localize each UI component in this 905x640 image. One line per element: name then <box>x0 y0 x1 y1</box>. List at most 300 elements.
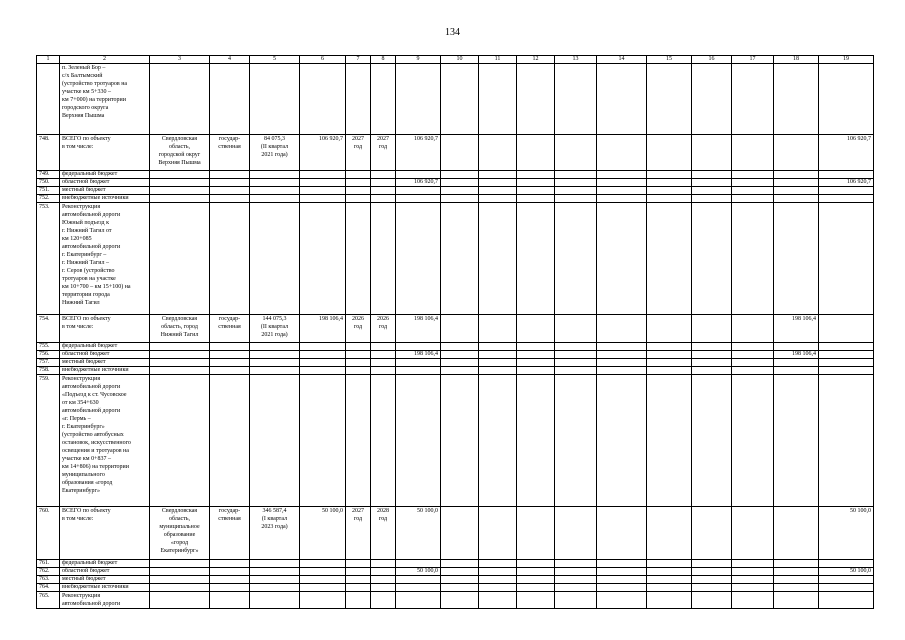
table-row <box>37 351 874 359</box>
table-cell <box>647 359 692 367</box>
table-cell <box>774 568 819 576</box>
table-cell <box>37 64 60 135</box>
table-cell <box>732 375 774 507</box>
table-cell <box>210 375 250 507</box>
table-cell <box>371 203 396 315</box>
table-cell <box>210 584 250 592</box>
table-cell <box>517 560 555 568</box>
table-cell <box>732 584 774 592</box>
table-cell <box>647 584 692 592</box>
table-cell <box>441 592 479 609</box>
table-cell: 198 106,4 <box>774 315 819 343</box>
table-cell <box>517 135 555 171</box>
table-cell: государ- ственная <box>210 135 250 171</box>
table-cell <box>692 592 732 609</box>
table-cell: 144 075,3 (II квартал 2021 года) <box>250 315 300 343</box>
table-cell <box>597 351 647 359</box>
table-cell <box>647 64 692 135</box>
table-cell <box>692 171 732 179</box>
table-cell <box>441 351 479 359</box>
table-cell <box>517 592 555 609</box>
table-cell: 106 920,7 <box>300 135 346 171</box>
table-cell <box>732 351 774 359</box>
table-cell <box>692 203 732 315</box>
table-cell <box>250 584 300 592</box>
table-cell <box>210 195 250 203</box>
table-cell <box>479 179 517 187</box>
table-cell <box>346 592 371 609</box>
table-cell <box>300 367 346 375</box>
table-cell: 50 100,0 <box>819 507 874 560</box>
table-cell <box>647 375 692 507</box>
table-cell <box>555 171 597 179</box>
column-header: 9 <box>396 56 441 64</box>
table-row <box>37 315 874 343</box>
table-cell <box>517 351 555 359</box>
table-cell <box>647 343 692 351</box>
table-cell <box>774 375 819 507</box>
table-cell <box>479 187 517 195</box>
table-cell <box>647 560 692 568</box>
table-row <box>37 187 874 195</box>
table-cell: 764. <box>37 584 60 592</box>
table-cell <box>819 359 874 367</box>
table-cell <box>692 375 732 507</box>
table-cell <box>819 315 874 343</box>
table-cell <box>300 584 346 592</box>
table-cell: 761. <box>37 560 60 568</box>
table-cell: областной бюджет <box>60 351 150 359</box>
table-cell <box>555 507 597 560</box>
table-cell <box>647 179 692 187</box>
table-cell <box>774 171 819 179</box>
table-cell <box>346 576 371 584</box>
table-cell <box>774 64 819 135</box>
table-cell <box>555 64 597 135</box>
table-cell <box>346 584 371 592</box>
table-cell <box>732 359 774 367</box>
table-cell <box>210 171 250 179</box>
table-cell <box>396 592 441 609</box>
table-cell <box>647 367 692 375</box>
table-cell <box>647 592 692 609</box>
table-cell: 50 100,0 <box>396 507 441 560</box>
table-cell <box>774 592 819 609</box>
column-header: 17 <box>732 56 774 64</box>
table-cell <box>597 187 647 195</box>
page-number: 134 <box>445 27 460 38</box>
column-header: 4 <box>210 56 250 64</box>
table-cell: 2028 год <box>371 507 396 560</box>
table-cell <box>555 375 597 507</box>
table-row <box>37 64 874 135</box>
table-cell <box>441 375 479 507</box>
table-cell <box>732 171 774 179</box>
table-cell <box>150 203 210 315</box>
table-cell <box>597 359 647 367</box>
table-row <box>37 592 874 609</box>
table-cell: 760. <box>37 507 60 560</box>
column-header: 12 <box>517 56 555 64</box>
table-row <box>37 568 874 576</box>
table-cell <box>555 584 597 592</box>
column-header: 5 <box>250 56 300 64</box>
table-cell <box>250 568 300 576</box>
table-cell <box>371 195 396 203</box>
table-cell <box>479 135 517 171</box>
table-cell: Свердловская область, город Нижний Тагил <box>150 315 210 343</box>
table-cell <box>597 576 647 584</box>
table-cell <box>732 343 774 351</box>
table-cell <box>210 187 250 195</box>
table-cell <box>692 343 732 351</box>
table-cell <box>732 135 774 171</box>
table-cell <box>210 203 250 315</box>
table-cell: 50 100,0 <box>396 568 441 576</box>
table-cell <box>441 507 479 560</box>
table-cell <box>555 568 597 576</box>
table-cell: государ- ственная <box>210 315 250 343</box>
table-row <box>37 367 874 375</box>
table-cell <box>819 584 874 592</box>
table-cell: внебюджетные источники <box>60 195 150 203</box>
table-cell <box>210 592 250 609</box>
table-cell <box>300 187 346 195</box>
column-header: 14 <box>597 56 647 64</box>
table-cell <box>597 64 647 135</box>
table-cell <box>647 203 692 315</box>
table-cell: областной бюджет <box>60 179 150 187</box>
table-cell <box>441 367 479 375</box>
table-cell <box>774 584 819 592</box>
table-cell: 755. <box>37 343 60 351</box>
table-cell <box>555 576 597 584</box>
table-cell <box>371 359 396 367</box>
table-cell <box>819 203 874 315</box>
table-cell <box>597 367 647 375</box>
table-cell <box>210 359 250 367</box>
table-cell <box>441 64 479 135</box>
table-cell: Свердловская область, муниципальное образование «город Екатеринбург» <box>150 507 210 560</box>
table-cell <box>479 315 517 343</box>
table-cell <box>346 560 371 568</box>
table-cell <box>774 359 819 367</box>
table-cell <box>300 203 346 315</box>
table-cell <box>371 179 396 187</box>
column-header: 8 <box>371 56 396 64</box>
table-row <box>37 203 874 315</box>
table-cell <box>479 367 517 375</box>
table-cell <box>597 315 647 343</box>
table-cell <box>371 187 396 195</box>
table-cell <box>441 576 479 584</box>
table-cell <box>300 592 346 609</box>
table-cell: 346 587,4 (I квартал 2023 года) <box>250 507 300 560</box>
table-cell <box>597 171 647 179</box>
table-cell <box>300 171 346 179</box>
table-cell <box>774 560 819 568</box>
column-header: 6 <box>300 56 346 64</box>
table-cell <box>555 560 597 568</box>
table-cell <box>692 367 732 375</box>
table-cell <box>647 507 692 560</box>
table-cell <box>150 187 210 195</box>
table-cell <box>597 375 647 507</box>
table-cell <box>371 576 396 584</box>
table-cell <box>819 187 874 195</box>
table-cell: 2027 год <box>346 135 371 171</box>
header-row <box>37 56 874 64</box>
table-cell <box>647 315 692 343</box>
table-cell <box>250 359 300 367</box>
table-cell <box>441 359 479 367</box>
table-cell <box>647 576 692 584</box>
table-cell <box>210 568 250 576</box>
table-cell <box>300 64 346 135</box>
table-cell <box>647 195 692 203</box>
table-cell <box>597 343 647 351</box>
table-row <box>37 171 874 179</box>
table-cell <box>371 351 396 359</box>
table-cell <box>396 187 441 195</box>
table-cell <box>555 359 597 367</box>
table-cell <box>150 375 210 507</box>
table-cell <box>555 315 597 343</box>
table-cell: федеральный бюджет <box>60 343 150 351</box>
table-cell <box>774 343 819 351</box>
table-cell <box>479 64 517 135</box>
column-header: 16 <box>692 56 732 64</box>
table-cell <box>692 135 732 171</box>
table-cell <box>517 315 555 343</box>
table-cell <box>300 195 346 203</box>
table-cell <box>692 195 732 203</box>
table-cell: внебюджетные источники <box>60 584 150 592</box>
table-cell <box>150 359 210 367</box>
table-row <box>37 359 874 367</box>
table-cell <box>517 375 555 507</box>
table-cell <box>732 576 774 584</box>
table-cell <box>346 359 371 367</box>
table-cell <box>774 203 819 315</box>
table-cell <box>732 507 774 560</box>
table-cell <box>555 179 597 187</box>
table-cell: 106 920,7 <box>396 135 441 171</box>
table-cell <box>479 568 517 576</box>
table-cell <box>647 135 692 171</box>
table-cell <box>819 560 874 568</box>
table-cell <box>210 560 250 568</box>
table-cell <box>346 171 371 179</box>
table-row <box>37 343 874 351</box>
table-row <box>37 195 874 203</box>
table-cell: 748. <box>37 135 60 171</box>
table-cell <box>371 592 396 609</box>
table-cell <box>396 195 441 203</box>
table-cell: 84 075,3 (II квартал 2021 года) <box>250 135 300 171</box>
table-cell <box>210 179 250 187</box>
table-cell <box>250 343 300 351</box>
table-cell: 762. <box>37 568 60 576</box>
table-cell <box>479 359 517 367</box>
table-cell <box>150 592 210 609</box>
table-cell <box>300 576 346 584</box>
table-cell <box>346 375 371 507</box>
table-cell: 198 106,4 <box>396 351 441 359</box>
table-cell <box>692 179 732 187</box>
table-cell <box>774 367 819 375</box>
table-cell: местный бюджет <box>60 576 150 584</box>
table-cell <box>346 64 371 135</box>
table-cell <box>517 576 555 584</box>
table-cell <box>555 351 597 359</box>
table-cell <box>732 592 774 609</box>
table-cell <box>479 375 517 507</box>
table-cell <box>819 64 874 135</box>
table-cell <box>396 375 441 507</box>
table-cell <box>441 179 479 187</box>
table-cell <box>441 560 479 568</box>
table-cell <box>396 367 441 375</box>
table-cell <box>597 584 647 592</box>
table-cell <box>250 179 300 187</box>
table-cell: 2027 год <box>371 135 396 171</box>
table-cell: 50 100,0 <box>300 507 346 560</box>
table-cell <box>774 187 819 195</box>
table-cell <box>692 351 732 359</box>
table-cell <box>150 568 210 576</box>
table-cell: 2026 год <box>346 315 371 343</box>
table-cell <box>479 584 517 592</box>
table-cell <box>647 568 692 576</box>
table-cell <box>819 592 874 609</box>
table-cell <box>732 568 774 576</box>
table-cell: федеральный бюджет <box>60 560 150 568</box>
table-cell: 106 920,7 <box>819 179 874 187</box>
table-cell <box>517 187 555 195</box>
table-cell <box>210 343 250 351</box>
table-cell <box>346 351 371 359</box>
table-cell <box>150 343 210 351</box>
table-cell <box>597 203 647 315</box>
table-cell <box>517 64 555 135</box>
table-row <box>37 576 874 584</box>
table-cell <box>441 135 479 171</box>
table-cell <box>150 560 210 568</box>
column-header: 13 <box>555 56 597 64</box>
table-cell <box>250 367 300 375</box>
table-cell <box>300 560 346 568</box>
column-header: 3 <box>150 56 210 64</box>
table-cell <box>732 203 774 315</box>
table-cell: областной бюджет <box>60 568 150 576</box>
table-cell <box>210 351 250 359</box>
column-header: 11 <box>479 56 517 64</box>
table-cell: 756. <box>37 351 60 359</box>
table-row <box>37 375 874 507</box>
table-cell <box>250 203 300 315</box>
table-cell <box>517 507 555 560</box>
table-cell <box>300 179 346 187</box>
data-table <box>36 55 874 609</box>
table-cell <box>555 203 597 315</box>
table-cell <box>819 375 874 507</box>
table-cell <box>371 343 396 351</box>
table-cell <box>517 568 555 576</box>
table-cell <box>819 171 874 179</box>
table-cell <box>555 343 597 351</box>
table-cell <box>300 351 346 359</box>
table-cell <box>441 203 479 315</box>
table-cell <box>692 507 732 560</box>
table-cell: 754. <box>37 315 60 343</box>
table-cell <box>210 576 250 584</box>
table-cell <box>555 367 597 375</box>
table-row <box>37 584 874 592</box>
table-cell: государ- ственная <box>210 507 250 560</box>
table-cell <box>396 584 441 592</box>
table-cell <box>250 592 300 609</box>
table-cell <box>371 568 396 576</box>
table-cell <box>479 343 517 351</box>
table-cell <box>774 195 819 203</box>
column-header: 19 <box>819 56 874 64</box>
table-cell <box>371 584 396 592</box>
table-cell <box>150 367 210 375</box>
table-cell <box>692 584 732 592</box>
table-cell: 198 106,4 <box>300 315 346 343</box>
table-cell <box>819 343 874 351</box>
table-cell <box>774 135 819 171</box>
table-cell <box>517 171 555 179</box>
table-cell: 759. <box>37 375 60 507</box>
table-cell: Реконструкция автомобильной дороги <box>60 592 150 609</box>
table-cell <box>371 64 396 135</box>
table-cell: 2026 год <box>371 315 396 343</box>
table-cell: 106 920,7 <box>819 135 874 171</box>
table-cell <box>555 135 597 171</box>
table-cell <box>647 187 692 195</box>
table-cell <box>732 367 774 375</box>
table-cell <box>692 568 732 576</box>
table-cell <box>517 343 555 351</box>
table-cell <box>692 576 732 584</box>
table-cell <box>819 195 874 203</box>
column-header: 15 <box>647 56 692 64</box>
table-cell <box>597 560 647 568</box>
table-cell <box>441 171 479 179</box>
table-cell <box>150 584 210 592</box>
table-cell <box>346 187 371 195</box>
table-row <box>37 179 874 187</box>
table-cell <box>819 351 874 359</box>
table-cell <box>371 367 396 375</box>
table-cell <box>441 315 479 343</box>
table-cell <box>371 171 396 179</box>
column-header: 7 <box>346 56 371 64</box>
table-cell <box>250 351 300 359</box>
table-cell <box>396 203 441 315</box>
table-cell <box>396 576 441 584</box>
table-cell <box>732 560 774 568</box>
table-cell <box>692 359 732 367</box>
table-cell <box>732 315 774 343</box>
table-cell <box>479 195 517 203</box>
table-cell: ВСЕГО по объекту в том числе: <box>60 315 150 343</box>
table-cell: 765. <box>37 592 60 609</box>
table-cell <box>441 568 479 576</box>
table-cell <box>300 568 346 576</box>
